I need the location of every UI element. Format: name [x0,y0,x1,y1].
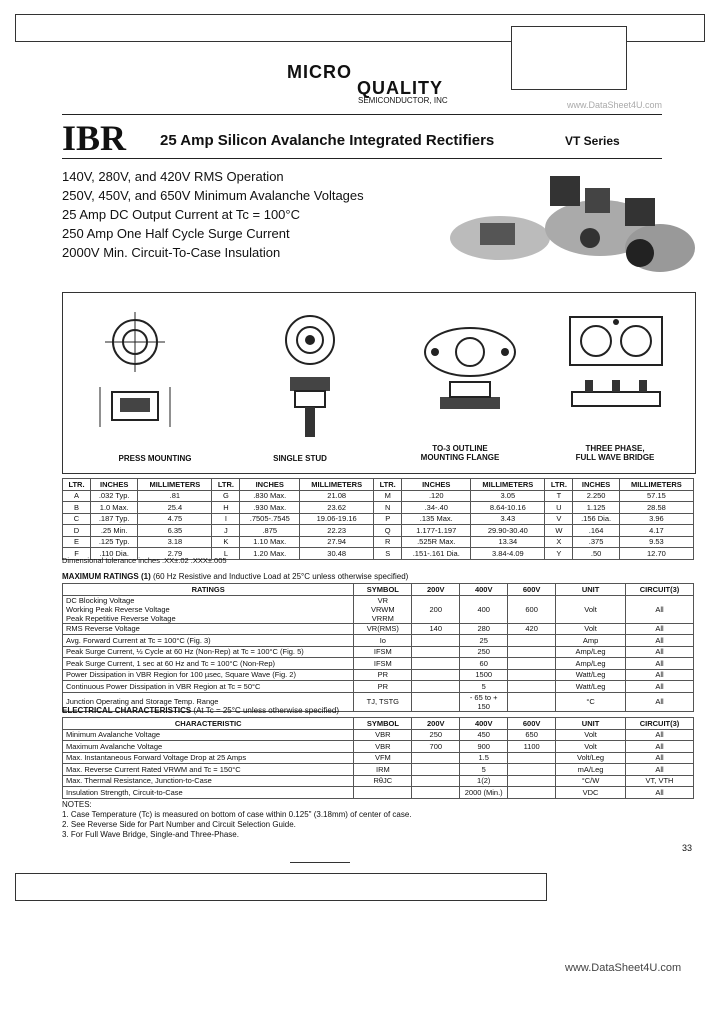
max-ratings-table [62,583,694,712]
dim-cell: S [374,548,402,560]
dim-header: MILLIMETERS [300,479,374,491]
max_ratings-cell: °C [556,692,626,711]
elec-cell: VFM [354,752,412,764]
dim-cell: .34-.40 [402,502,471,514]
max_ratings-cell: Amp [556,635,626,647]
dim-cell: N [374,502,402,514]
dim-cell: B [63,502,91,514]
series-label: VT Series [565,134,620,148]
max_ratings-cell: 25 [460,635,508,647]
feature-item: 250V, 450V, and 650V Minimum Avalanche Voltages [62,188,364,203]
elec-cell: 900 [460,741,508,753]
elec-subtitle: (At Tc = 25°C unless otherwise specified) [193,706,339,715]
elec-title [62,706,339,715]
elec-header: 400V [460,718,508,730]
max_ratings-cell [508,635,556,647]
dim-cell: Y [545,548,573,560]
elec-cell: mA/Leg [556,764,626,776]
dim-cell: .525R Max. [402,536,471,548]
max_ratings-cell: Volt [556,623,626,635]
dim-cell: 21.08 [300,490,374,502]
dim-cell: .032 Typ. [90,490,137,502]
logo-quality: QUALITY [357,78,443,98]
elec-cell: Volt/Leg [556,752,626,764]
watermark-bottom: www.DataSheet4U.com [565,962,682,974]
footer-rule [290,862,350,863]
dim-cell: .120 [402,490,471,502]
dim-cell: .110 Dia. [90,548,137,560]
max_ratings-cell: Avg. Forward Current at Tc = 100°C (Fig. 3) [63,635,354,647]
max_ratings-cell [412,635,460,647]
dim-header: LTR. [545,479,573,491]
elec-cell: Volt [556,729,626,741]
caption-three-phase: THREE PHASE, FULL WAVE BRIDGE [575,444,655,462]
table-row [63,502,694,514]
elec-cell: VBR [354,741,412,753]
dim-cell: 1.10 Max. [240,536,300,548]
elec-cell: Max. Thermal Resistance, Junction-to-Case [63,775,354,787]
logo-micro: MICRO [287,62,352,82]
dim-cell: D [63,525,91,537]
elec-cell [412,775,460,787]
elec-cell: 1100 [508,741,556,753]
feature-item: 2000V Min. Circuit-To-Case Insulation [62,245,281,260]
table-row [63,752,694,764]
elec-cell [508,775,556,787]
dim-header: INCHES [402,479,471,491]
dim-header: MILLIMETERS [619,479,693,491]
tolerance-note: Dimensional tolerance inches .XX±.02 .XXX±.005 [62,556,227,565]
table-row [63,669,694,681]
elec-cell: Volt [556,741,626,753]
dim-cell: .875 [240,525,300,537]
table-row [63,623,694,635]
dim-cell: 4.17 [619,525,693,537]
table-row [63,525,694,537]
caption-press-mounting: PRESS MOUNTING [118,454,192,463]
elec-cell: 2000 (Min.) [460,787,508,799]
dim-cell: .375 [573,536,619,548]
max_ratings-header: SYMBOL [354,584,412,596]
dim-cell: 3.18 [138,536,212,548]
elec-cell: All [626,787,694,799]
dim-cell: 1.125 [573,502,619,514]
table-row [63,536,694,548]
corner-box [511,26,627,90]
note-item: 1. Case Temperature (Tc) is measured on bottom of case within 0.125" (3.18mm) of center of case. [62,810,412,819]
dim-cell: .164 [573,525,619,537]
single-stud-drawing [255,302,365,452]
max_ratings-cell: 600 [508,595,556,623]
max_ratings-cell: All [626,646,694,658]
dim-cell: 2.250 [573,490,619,502]
max_ratings-cell: RMS Reverse Voltage [63,623,354,635]
elec-cell: 650 [508,729,556,741]
max_ratings-cell: Amp/Leg [556,658,626,670]
table-row [63,646,694,658]
max_ratings-cell: All [626,681,694,693]
title-rule-top [62,114,662,115]
feature-item: 25 Amp DC Output Current at Tc = 100°C [62,207,300,222]
elec-header: CHARACTERISTIC [63,718,354,730]
max_ratings-cell [412,692,460,711]
notes-heading: NOTES: [62,800,92,809]
elec-cell: VBR [354,729,412,741]
dim-cell: L [212,548,240,560]
max-ratings-subtitle: (60 Hz Resistive and Inductive Load at 25°C unless otherwise specified) [152,572,409,581]
max_ratings-cell: Volt [556,595,626,623]
watermark-top: www.DataSheet4U.com [567,100,663,110]
to3-flange-drawing [415,302,525,452]
max_ratings-cell: Io [354,635,412,647]
dim-cell: G [212,490,240,502]
max_ratings-cell [412,681,460,693]
elec-cell [412,787,460,799]
elec-cell: 1.5 [460,752,508,764]
dim-cell: 2.79 [138,548,212,560]
max_ratings-cell [508,681,556,693]
max_ratings-header: CIRCUIT(3) [626,584,694,596]
max_ratings-cell: Peak Surge Current, 1 sec at 60 Hz and Tc = 100°C (Non-Rep) [63,658,354,670]
dim-cell: .156 Dia. [573,513,619,525]
dim-cell: 23.62 [300,502,374,514]
max_ratings-cell: PR [354,681,412,693]
max_ratings-cell [508,669,556,681]
dim-cell: .135 Max. [402,513,471,525]
max_ratings-cell: DC Blocking Voltage Working Peak Reverse Voltage Peak Repetitive Reverse Voltage [63,595,354,623]
table-row [63,775,694,787]
max_ratings-header: 400V [460,584,508,596]
dim-cell: 12.70 [619,548,693,560]
max_ratings-cell: Amp/Leg [556,646,626,658]
dim-cell: .7505-.7545 [240,513,300,525]
max_ratings-cell: Peak Surge Current, ½ Cycle at 60 Hz (Non-Rep) at Tc = 100°C (Fig. 5) [63,646,354,658]
elec-cell: All [626,741,694,753]
max_ratings-cell [508,658,556,670]
dim-cell: 13.34 [471,536,545,548]
max_ratings-header: 200V [412,584,460,596]
max_ratings-cell: All [626,635,694,647]
elec-cell: °C/W [556,775,626,787]
max_ratings-cell [412,658,460,670]
max_ratings-cell: VR(RMS) [354,623,412,635]
dim-cell: 6.35 [138,525,212,537]
max_ratings-cell: 250 [460,646,508,658]
table-row [63,787,694,799]
dim-cell: 1.0 Max. [90,502,137,514]
note-item: 2. See Reverse Side for Part Number and Circuit Selection Guide. [62,820,296,829]
dim-cell: 1.20 Max. [240,548,300,560]
max_ratings-cell: VR VRWM VRRM [354,595,412,623]
dim-cell: 25.4 [138,502,212,514]
table-row [63,513,694,525]
max_ratings-cell: IFSM [354,646,412,658]
elec-cell: All [626,764,694,776]
dim-cell: R [374,536,402,548]
elec-cell: 1(2) [460,775,508,787]
dim-cell: 3.84-4.09 [471,548,545,560]
elec-header: 200V [412,718,460,730]
dim-cell: 4.75 [138,513,212,525]
max_ratings-cell: 5 [460,681,508,693]
dim-header: LTR. [374,479,402,491]
dim-cell: .25 Min. [90,525,137,537]
dim-cell: W [545,525,573,537]
dim-cell: .830 Max. [240,490,300,502]
elec-header: SYMBOL [354,718,412,730]
dim-cell: .187 Typ. [90,513,137,525]
dim-cell: 57.15 [619,490,693,502]
max_ratings-cell: All [626,658,694,670]
dim-cell: .151-.161 Dia. [402,548,471,560]
elec-cell [412,764,460,776]
max_ratings-cell: 140 [412,623,460,635]
feature-item: 140V, 280V, and 420V RMS Operation [62,169,284,184]
max_ratings-cell: TJ, TSTG [354,692,412,711]
dim-cell: 3.43 [471,513,545,525]
elec-cell: Max. Instantaneous Forward Voltage Drop at 25 Amps [63,752,354,764]
elec-cell: 250 [412,729,460,741]
dim-cell: 28.58 [619,502,693,514]
elec-cell: Minimum Avalanche Voltage [63,729,354,741]
dim-header: LTR. [212,479,240,491]
table-row [63,764,694,776]
max_ratings-cell [508,646,556,658]
max_ratings-cell: Watt/Leg [556,669,626,681]
elec-cell [412,752,460,764]
table-row [63,490,694,502]
dim-cell: P [374,513,402,525]
elec-header: UNIT [556,718,626,730]
dim-cell: 1.177-1.197 [402,525,471,537]
max_ratings-cell: Junction Operating and Storage Temp. Range [63,692,354,711]
elec-cell [508,764,556,776]
dim-header: LTR. [63,479,91,491]
elec-cell: IRM [354,764,412,776]
dim-cell: .81 [138,490,212,502]
dim-cell: M [374,490,402,502]
table-row [63,729,694,741]
dim-cell: K [212,536,240,548]
max_ratings-cell: All [626,669,694,681]
dim-header: INCHES [573,479,619,491]
elec-cell: VDC [556,787,626,799]
dim-cell: 19.06-19.16 [300,513,374,525]
features-list [62,167,442,262]
logo-subtitle: SEMICONDUCTOR, INC [358,96,448,105]
dim-header: INCHES [90,479,137,491]
dim-cell: F [63,548,91,560]
max_ratings-header: UNIT [556,584,626,596]
table-row [63,681,694,693]
elec-cell: 5 [460,764,508,776]
elec-cell: 700 [412,741,460,753]
dim-header: INCHES [240,479,300,491]
dim-cell: C [63,513,91,525]
max_ratings-cell: All [626,623,694,635]
notes [62,800,662,840]
max_ratings-cell: 200 [412,595,460,623]
table-row [63,635,694,647]
dim-cell: 27.94 [300,536,374,548]
dim-cell: I [212,513,240,525]
max_ratings-cell: IFSM [354,658,412,670]
dim-cell: .50 [573,548,619,560]
title-rule-bottom [62,158,662,159]
max_ratings-cell: - 65 to + 150 [460,692,508,711]
dim-header: MILLIMETERS [471,479,545,491]
table-row [63,741,694,753]
max_ratings-cell: 420 [508,623,556,635]
max_ratings-cell [412,669,460,681]
max_ratings-header: 600V [508,584,556,596]
dim-cell: Q [374,525,402,537]
press-mounting-drawing [90,302,210,452]
dim-cell: 8.64-10.16 [471,502,545,514]
dim-cell: 22.23 [300,525,374,537]
dim-cell: 30.48 [300,548,374,560]
dim-cell: 29.90-30.40 [471,525,545,537]
dim-cell: 3.05 [471,490,545,502]
elec-cell: Maximum Avalanche Voltage [63,741,354,753]
elec-cell: VT, VTH [626,775,694,787]
note-item: 3. For Full Wave Bridge, Single-and Three-Phase. [62,830,239,839]
caption-single-stud: SINGLE STUD [273,454,327,463]
dim-cell: A [63,490,91,502]
elec-cell [508,787,556,799]
elec-table [62,717,694,799]
elec-cell: Insulation Strength, Circuit-to-Case [63,787,354,799]
max_ratings-cell: Power Dissipation in VBR Region for 100 µsec, Square Wave (Fig. 2) [63,669,354,681]
footer-box [15,873,547,901]
max_ratings-header: RATINGS [63,584,354,596]
elec-header: CIRCUIT(3) [626,718,694,730]
caption-to3-flange: TO-3 OUTLINE MOUNTING FLANGE [420,444,500,462]
elec-cell [508,752,556,764]
elec-cell: All [626,752,694,764]
table-row [63,658,694,670]
title-prefix: IBR [62,118,127,158]
dim-cell: J [212,525,240,537]
elec-cell: All [626,729,694,741]
dim-cell: T [545,490,573,502]
elec-cell: RθJC [354,775,412,787]
dim-cell: H [212,502,240,514]
elec-header: 600V [508,718,556,730]
dim-cell: 9.53 [619,536,693,548]
max_ratings-cell: PR [354,669,412,681]
max_ratings-cell: 1500 [460,669,508,681]
max_ratings-cell [508,692,556,711]
dim-cell: V [545,513,573,525]
elec-cell [354,787,412,799]
table-row [63,595,694,623]
dim-cell: .930 Max. [240,502,300,514]
dim-cell: U [545,502,573,514]
dim-cell: X [545,536,573,548]
max_ratings-cell: Watt/Leg [556,681,626,693]
max_ratings-cell: 400 [460,595,508,623]
max_ratings-cell: 280 [460,623,508,635]
product-photo [440,168,700,286]
dim-cell: 3.96 [619,513,693,525]
max_ratings-cell: All [626,595,694,623]
elec-cell: 450 [460,729,508,741]
max-ratings-heading: MAXIMUM RATINGS (1) [62,572,151,581]
page-title: 25 Amp Silicon Avalanche Integrated Rectifiers [160,132,495,149]
dim-header: MILLIMETERS [138,479,212,491]
max_ratings-cell: 60 [460,658,508,670]
three-phase-drawing [560,302,680,452]
max_ratings-cell [412,646,460,658]
dimension-table [62,478,694,560]
dim-cell: E [63,536,91,548]
feature-item: 250 Amp One Half Cycle Surge Current [62,226,290,241]
max_ratings-cell: All [626,692,694,711]
max-ratings-title [62,572,408,581]
dim-cell: .125 Typ. [90,536,137,548]
elec-heading: ELECTRICAL CHARACTERISTICS [62,706,192,715]
max_ratings-cell: Continuous Power Dissipation in VBR Region at Tc = 50°C [63,681,354,693]
page-number: 33 [682,843,693,853]
elec-cell: Max. Reverse Current Rated VRWM and Tc = 150°C [63,764,354,776]
